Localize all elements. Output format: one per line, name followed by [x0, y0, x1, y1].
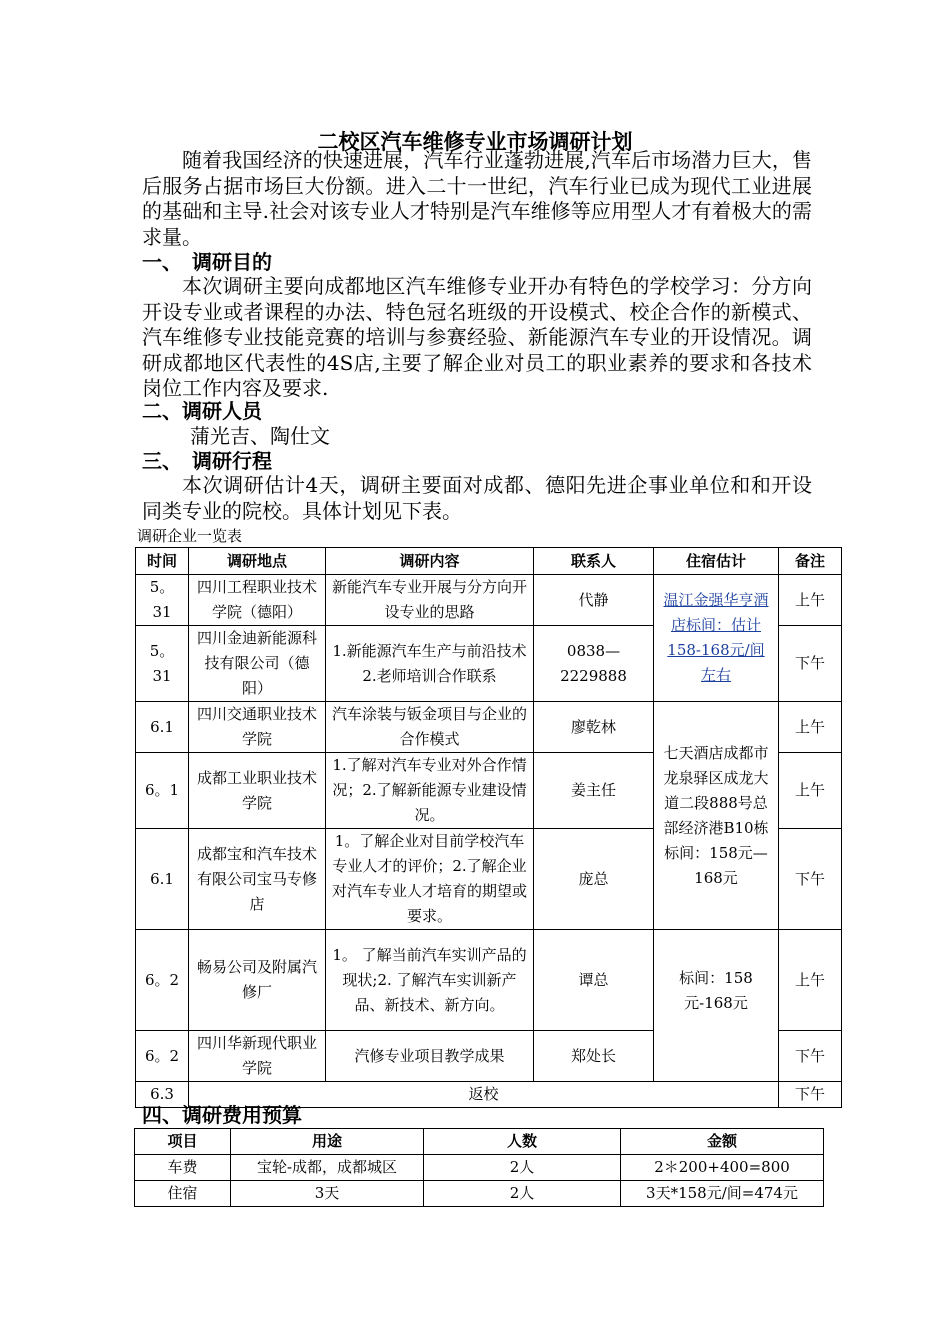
cell-lodging-wenjiang-link[interactable]: 温江金强华亨酒店标间：估计158-168元/间左右	[654, 575, 779, 702]
itinerary-table	[135, 547, 842, 1108]
cell-content: 1。了解企业对目前学校汽车专业人才的评价；2.了解企业对汽车专业人才培育的期望或要求。	[326, 829, 534, 930]
cell-time: 6.3	[136, 1082, 189, 1108]
cell-note: 上午	[779, 930, 842, 1031]
budget-header-use: 用途	[231, 1129, 424, 1155]
header-contact: 联系人	[534, 548, 654, 575]
cell-place: 四川工程职业技术学院（德阳）	[189, 575, 326, 626]
section2-heading: 二、调研人员	[142, 399, 262, 423]
cell-contact: 代静	[534, 575, 654, 626]
cell-contact: 廖乾林	[534, 702, 654, 753]
cell-note: 上午	[779, 702, 842, 753]
cell-item: 车费	[135, 1155, 231, 1181]
cell-contact: 0838—2229888	[534, 626, 654, 702]
cell-place: 四川金迪新能源科技有限公司（德阳）	[189, 626, 326, 702]
table-row	[136, 930, 842, 1031]
intro-paragraph: 随着我国经济的快速进展，汽车行业蓬勃进展,汽车后市场潜力巨大，售后服务占据市场巨大份额。进入二十一世纪，汽车行业已成为现代工业进展的基础和主导.社会对该专业人才特别是汽车维修等应用型人才有着极大的需求量。	[142, 148, 812, 249]
budget-header-people: 人数	[424, 1129, 621, 1155]
cell-time: 6.1	[136, 702, 189, 753]
section3-heading: 三、 调研行程	[142, 449, 272, 473]
budget-header-item: 项目	[135, 1129, 231, 1155]
page-title: 二校区汽车维修专业市场调研计划	[317, 130, 633, 154]
cell-note: 上午	[779, 575, 842, 626]
cell-note: 下午	[779, 626, 842, 702]
cell-place: 成都工业职业技术学院	[189, 753, 326, 829]
cell-place: 四川交通职业技术学院	[189, 702, 326, 753]
header-place: 调研地点	[189, 548, 326, 575]
header-content: 调研内容	[326, 548, 534, 575]
section1-body: 本次调研主要向成都地区汽车维修专业开办有特色的学校学习：分方向开设专业或者课程的办法、特色冠名班级的开设模式、校企合作的新模式、汽车维修专业技能竞赛的培训与参赛经验、新能源汽车专业的开设情况。调研成都地区代表性的4S店,主要了解企业对员工的职业素养的要求和各技术岗位工作内容及要求.	[142, 274, 812, 400]
cell-place: 四川华新现代职业学院	[189, 1031, 326, 1082]
cell-contact: 郑处长	[534, 1031, 654, 1082]
header-time: 时间	[136, 548, 189, 575]
cell-item: 住宿	[135, 1181, 231, 1207]
cell-people: 2人	[424, 1181, 621, 1207]
cell-content: 1.了解对汽车专业对外合作情况；2.了解新能源专业建设情况。	[326, 753, 534, 829]
cell-time: 6.1	[136, 829, 189, 930]
cell-use: 宝轮-成都，成都城区	[231, 1155, 424, 1181]
cell-contact: 庞总	[534, 829, 654, 930]
table-row	[136, 702, 842, 753]
cell-contact: 姜主任	[534, 753, 654, 829]
cell-content: 1。 了解当前汽车实训产品的现状;2. 了解汽车实训新产品、新技术、新方向。	[326, 930, 534, 1031]
section2-body: 蒲光吉、陶仕文	[190, 424, 330, 448]
cell-people: 2人	[424, 1155, 621, 1181]
header-lodging: 住宿估计	[654, 548, 779, 575]
cell-content: 1.新能源汽车生产与前沿技术 2.老师培训合作联系	[326, 626, 534, 702]
table1-caption: 调研企业一览表	[137, 527, 243, 545]
budget-header-row	[135, 1129, 824, 1155]
cell-time: 6。2	[136, 1031, 189, 1082]
cell-place: 畅易公司及附属汽修厂	[189, 930, 326, 1031]
cell-content: 汽车涂装与钣金项目与企业的合作模式	[326, 702, 534, 753]
table-row	[135, 1181, 824, 1207]
cell-note: 下午	[779, 1031, 842, 1082]
section3-body: 本次调研估计4天，调研主要面对成都、德阳先进企事业单位和和开设同类专业的院校。具体计划见下表。	[142, 473, 812, 523]
cell-amount: 2＊200+400=800	[621, 1155, 824, 1181]
table-row	[136, 575, 842, 626]
cell-time: 6。1	[136, 753, 189, 829]
cell-content: 汽修专业项目教学成果	[326, 1031, 534, 1082]
budget-table	[134, 1128, 824, 1207]
cell-contact: 谭总	[534, 930, 654, 1031]
cell-content: 新能汽车专业开展与分方向开设专业的思路	[326, 575, 534, 626]
cell-time: 6。2	[136, 930, 189, 1031]
header-note: 备注	[779, 548, 842, 575]
cell-return: 返校	[189, 1082, 779, 1108]
section4-heading: 四、调研费用预算	[142, 1103, 302, 1127]
cell-note: 上午	[779, 753, 842, 829]
table-header-row	[136, 548, 842, 575]
cell-note: 下午	[779, 1082, 842, 1108]
section1-heading: 一、 调研目的	[142, 250, 272, 274]
budget-header-amount: 金额	[621, 1129, 824, 1155]
cell-note: 下午	[779, 829, 842, 930]
cell-time: 5。31	[136, 626, 189, 702]
cell-amount: 3天*158元/间=474元	[621, 1181, 824, 1207]
cell-lodging-standard: 标间：158元-168元	[654, 930, 779, 1082]
cell-lodging-qitian: 七天酒店成都市龙泉驿区成龙大道二段888号总部经济港B10栋标间：158元—168元	[654, 702, 779, 930]
cell-time: 5。31	[136, 575, 189, 626]
cell-use: 3天	[231, 1181, 424, 1207]
cell-place: 成都宝和汽车技术有限公司宝马专修店	[189, 829, 326, 930]
table-row	[135, 1155, 824, 1181]
